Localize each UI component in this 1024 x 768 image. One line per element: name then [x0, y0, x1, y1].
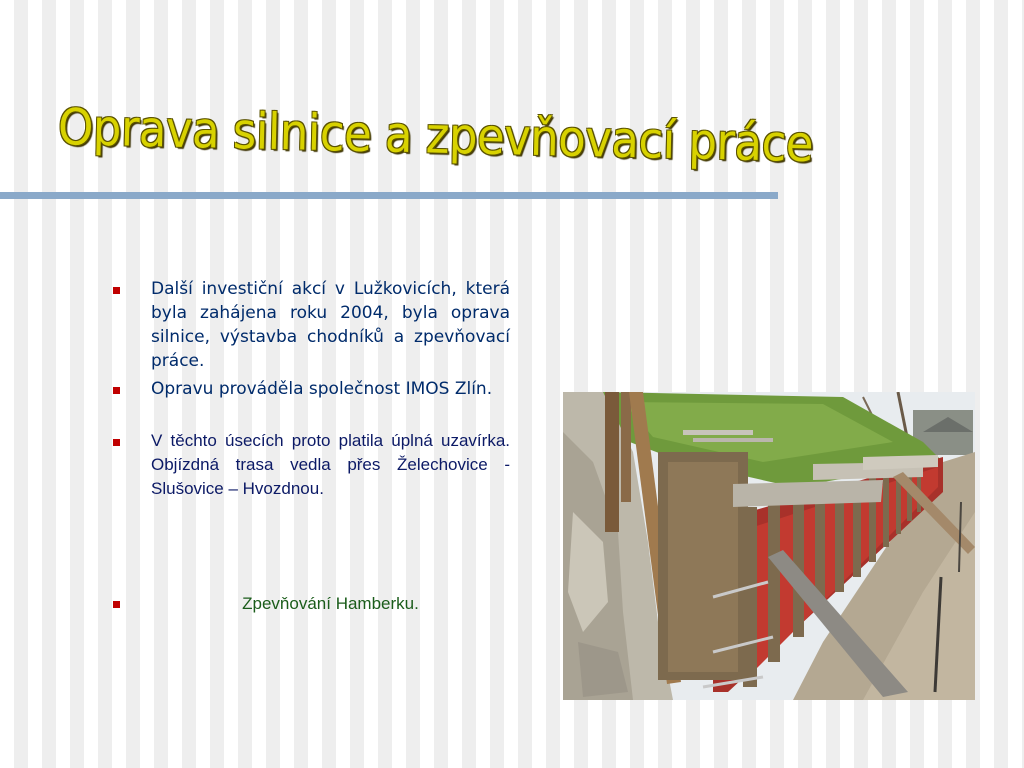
bullet-text-4: Zpevňování Hamberku.: [242, 594, 419, 613]
title-divider: [0, 192, 778, 199]
bullet-marker-4: [113, 601, 120, 608]
construction-photo: [563, 392, 975, 700]
bullet-text-2: Opravu prováděla společnost IMOS Zlín.: [151, 379, 493, 399]
bullet-marker-2: [113, 387, 120, 394]
bullet-text-1: Další investiční akcí v Lužkovicích, která byla zahájena roku 2004, byla oprava silnice, výstavba chodníků a zpevňovací práce.: [151, 279, 510, 371]
bullet-text-3: V těchto úsecích proto platila úplná uzavírka. Objízdná trasa vedla přes Želechovice - Slušovice – Hvozdnou.: [151, 431, 510, 498]
bullet-marker-3: [113, 439, 120, 446]
bullet-marker-1: [113, 287, 120, 294]
slide-title: Oprava silnice a zpevňovací práce: [57, 98, 814, 174]
